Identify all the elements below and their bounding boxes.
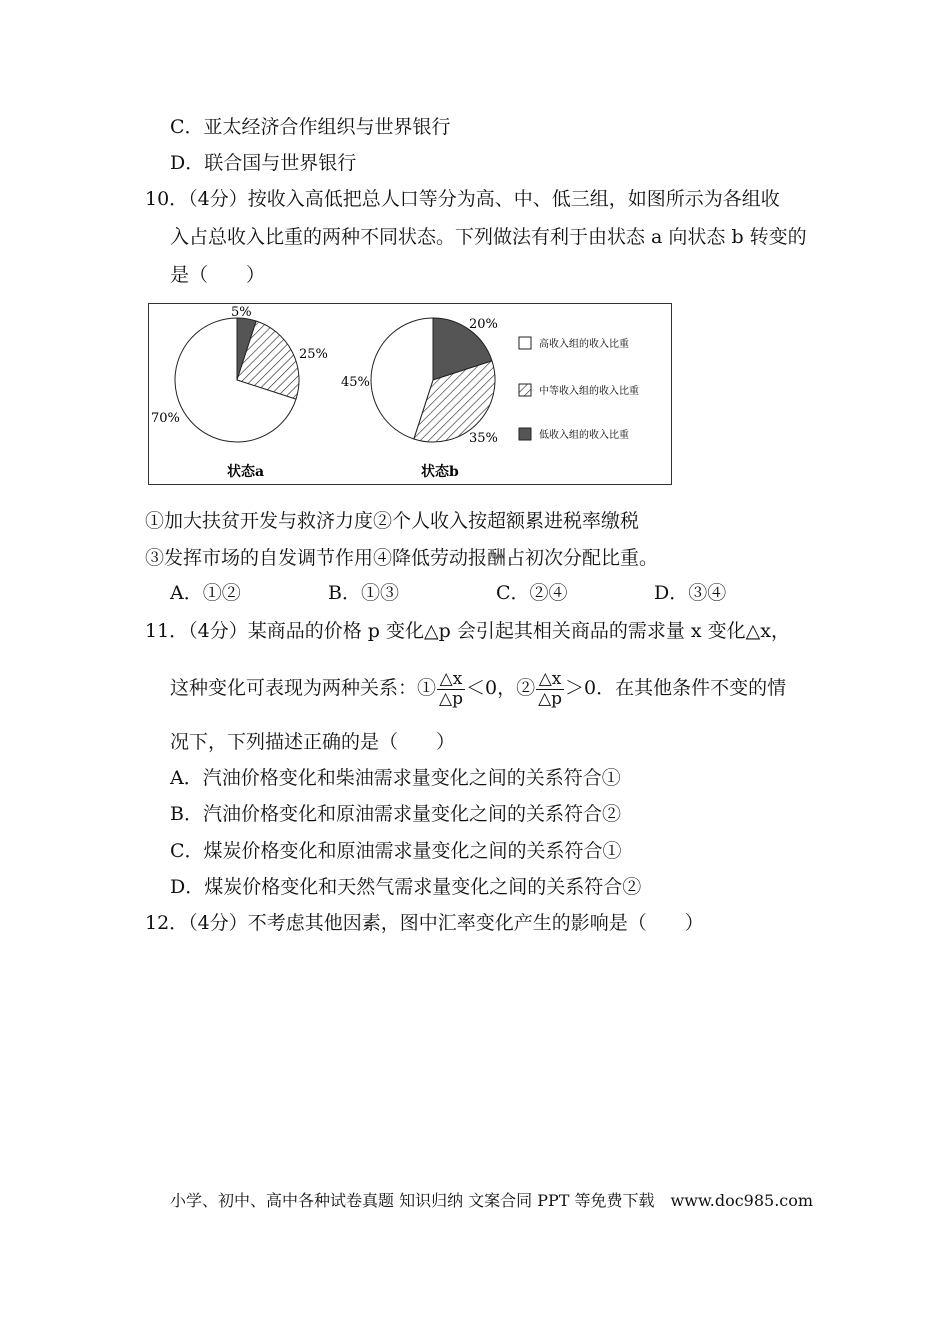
pie-a-label-high: 70% bbox=[151, 411, 180, 426]
pie-a-label-low: 5% bbox=[231, 305, 252, 320]
q10-statements-line1: ①加大扶贫开发与救济力度②个人收入按超额累进税率缴税 bbox=[145, 510, 640, 532]
q10-option-b: B．①③ bbox=[328, 582, 399, 604]
q11-fraction-2 bbox=[536, 670, 564, 709]
pie-b-title: 状态b bbox=[421, 464, 459, 480]
pie-state-a bbox=[175, 318, 299, 442]
q12-stem-line1: 12．（4分）不考虑其他因素，图中汇率变化产生的影响是（ ） bbox=[145, 912, 704, 934]
pie-b-label-high: 45% bbox=[341, 375, 370, 390]
q11-frac1-den: △p bbox=[439, 688, 463, 709]
legend-label-low: 低收入组的收入比重 bbox=[539, 430, 629, 441]
income-pie-figure bbox=[148, 303, 672, 485]
q11-stem-line1: 11．（4分）某商品的价格 p 变化△p 会引起其相关商品的需求量 x 变化△x， bbox=[145, 620, 790, 642]
q11-line2-mid: ＜0，② bbox=[465, 677, 536, 699]
legend-swatch-low bbox=[519, 428, 531, 440]
pie-state-b bbox=[371, 318, 495, 442]
q11-frac1-num: △x bbox=[437, 670, 465, 690]
q11-fraction-1 bbox=[437, 670, 465, 709]
q11-frac2-num: △x bbox=[536, 670, 564, 690]
pie-b-label-mid: 35% bbox=[469, 431, 498, 446]
q11-option-b: B．汽油价格变化和原油需求量变化之间的关系符合② bbox=[170, 803, 621, 825]
q10-statements-line2: ③发挥市场的自发调节作用④降低劳动报酬占初次分配比重。 bbox=[145, 547, 659, 569]
q11-line2-prefix: 这种变化可表现为两种关系：① bbox=[170, 677, 437, 699]
pie-b-label-low: 20% bbox=[469, 317, 498, 332]
q10-stem-line1: 10．（4分）按收入高低把总人口等分为高、中、低三组，如图所示为各组收 bbox=[145, 188, 780, 210]
page-footer: 小学、初中、高中各种试卷真题 知识归纳 文案合同 PPT 等免费下载 www.doc985.com bbox=[170, 1191, 814, 1210]
q11-frac2-den: △p bbox=[538, 688, 563, 709]
legend-swatch-mid bbox=[519, 384, 531, 396]
q9-option-c: C．亚太经济合作组织与世界银行 bbox=[170, 116, 451, 138]
q11-stem-line3: 况下，下列描述正确的是（ ） bbox=[170, 731, 456, 753]
q11-option-c: C．煤炭价格变化和原油需求量变化之间的关系符合① bbox=[170, 840, 622, 862]
pie-a-title: 状态a bbox=[227, 464, 265, 480]
q10-option-a: A．①② bbox=[170, 582, 241, 604]
legend-label-high: 高收入组的收入比重 bbox=[539, 339, 629, 350]
q10-option-c: C．②④ bbox=[496, 582, 568, 604]
legend-label-mid: 中等收入组的收入比重 bbox=[539, 386, 639, 397]
q11-stem-line2 bbox=[170, 668, 786, 709]
pie-a-label-mid: 25% bbox=[299, 347, 328, 362]
legend-swatch-high bbox=[519, 337, 531, 349]
q11-line2-suffix: ＞0．在其他条件不变的情 bbox=[565, 677, 787, 699]
q11-option-a: A．汽油价格变化和柴油需求量变化之间的关系符合① bbox=[170, 767, 621, 789]
q9-option-d: D．联合国与世界银行 bbox=[170, 152, 357, 174]
q10-stem-line2: 入占总收入比重的两种不同状态。下列做法有利于由状态 a 向状态 b 转变的 bbox=[170, 226, 807, 248]
q11-option-d: D．煤炭价格变化和天然气需求量变化之间的关系符合② bbox=[170, 876, 642, 898]
pie-charts-svg bbox=[149, 304, 671, 484]
q10-option-d: D．③④ bbox=[654, 582, 727, 604]
q10-stem-line3: 是（ ） bbox=[170, 264, 266, 286]
